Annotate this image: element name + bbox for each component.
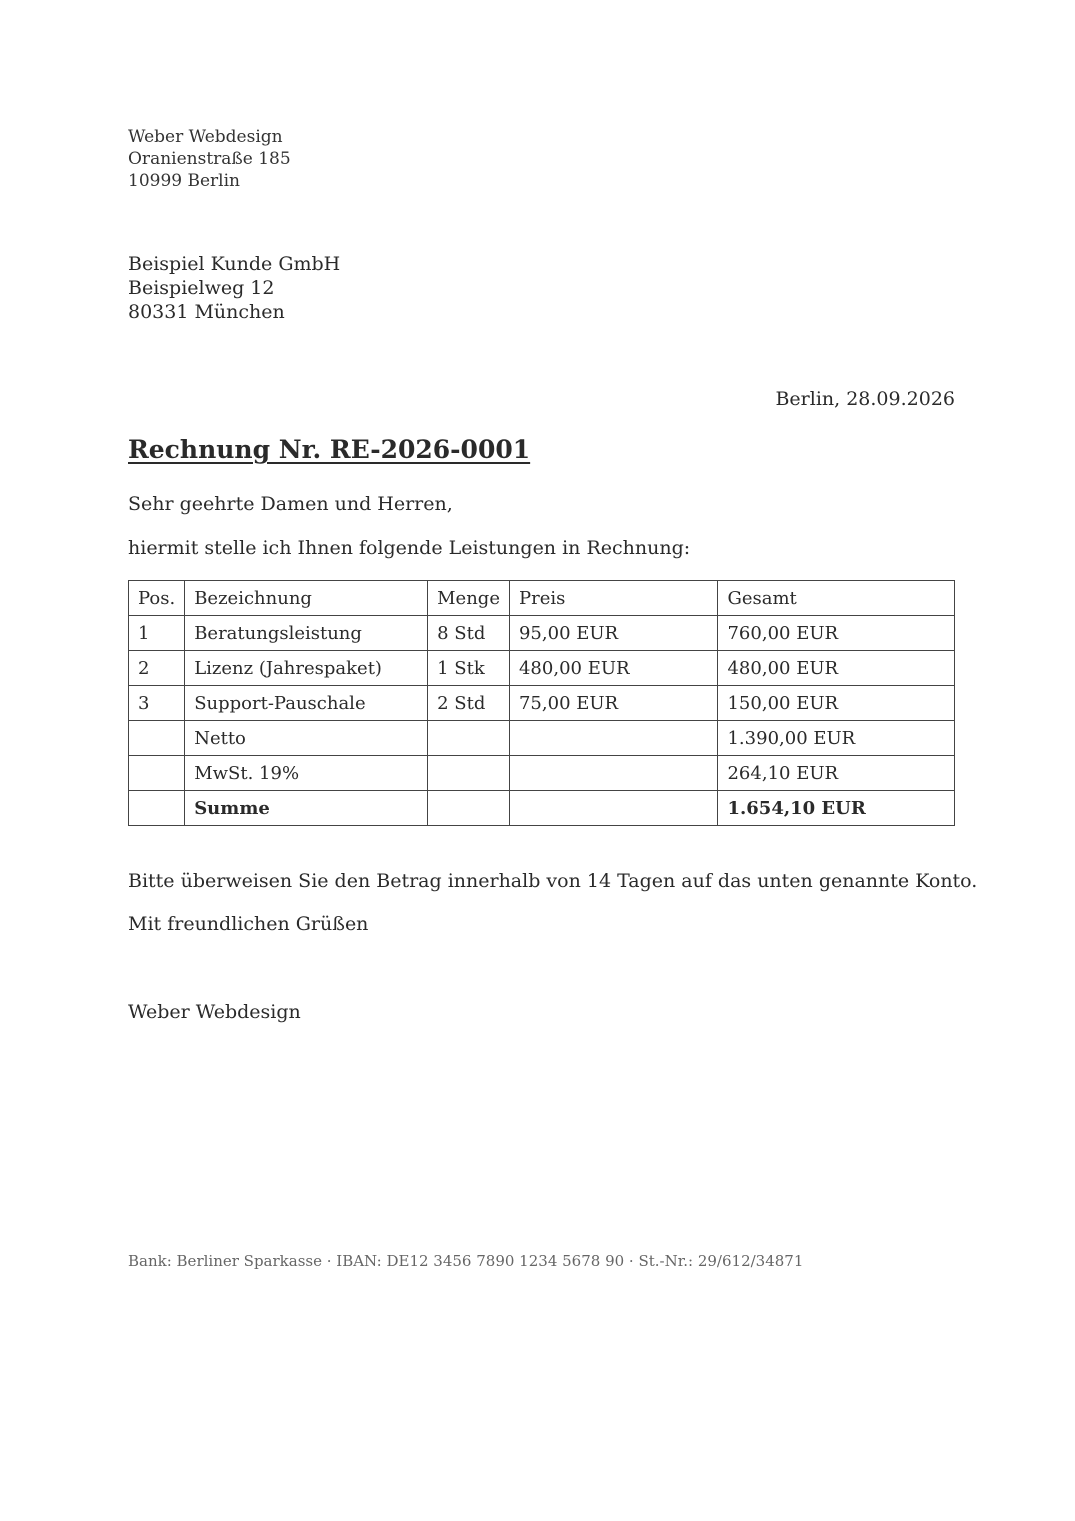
greeting: Sehr geehrte Damen und Herren, — [128, 493, 453, 515]
cell-empty — [428, 791, 510, 826]
cell-empty — [428, 721, 510, 756]
sender-name: Weber Webdesign — [128, 127, 283, 147]
cell-empty — [129, 791, 185, 826]
cell-bezeichnung: Support-Pauschale — [185, 686, 428, 721]
invoice-date: Berlin, 28.09.2026 — [775, 388, 955, 410]
cell-menge: 1 Stk — [428, 651, 510, 686]
cell-empty — [129, 721, 185, 756]
recipient-name: Beispiel Kunde GmbH — [128, 253, 341, 275]
payment-note: Bitte überweisen Sie den Betrag innerhalb von 14 Tagen auf das unten genannte Konto. — [128, 870, 978, 892]
table-header-row — [129, 581, 955, 616]
cell-gesamt: 480,00 EUR — [718, 651, 955, 686]
header-preis: Preis — [509, 581, 718, 616]
mwst-row — [129, 756, 955, 791]
recipient-street: Beispielweg 12 — [128, 277, 275, 299]
intro-text: hiermit stelle ich Ihnen folgende Leistungen in Rechnung: — [128, 537, 691, 559]
cell-preis: 95,00 EUR — [509, 616, 718, 651]
cell-empty — [129, 756, 185, 791]
summe-label: Summe — [185, 791, 428, 826]
cell-menge: 8 Std — [428, 616, 510, 651]
cell-preis: 75,00 EUR — [509, 686, 718, 721]
closing: Mit freundlichen Grüßen — [128, 913, 369, 935]
netto-label: Netto — [185, 721, 428, 756]
netto-row — [129, 721, 955, 756]
cell-pos: 3 — [129, 686, 185, 721]
cell-pos: 1 — [129, 616, 185, 651]
cell-bezeichnung: Beratungsleistung — [185, 616, 428, 651]
header-bezeichnung: Bezeichnung — [185, 581, 428, 616]
recipient-address — [128, 252, 340, 324]
cell-gesamt: 150,00 EUR — [718, 686, 955, 721]
cell-empty — [509, 756, 718, 791]
summe-value: 1.654,10 EUR — [718, 791, 955, 826]
sender-street: Oranienstraße 185 — [128, 149, 291, 169]
sender-city: 10999 Berlin — [128, 171, 240, 191]
recipient-city: 80331 München — [128, 301, 285, 323]
header-gesamt: Gesamt — [718, 581, 955, 616]
bank-footer: Bank: Berliner Sparkasse · IBAN: DE12 3456 7890 1234 5678 90 · St.-Nr.: 29/612/34871 — [128, 1252, 804, 1270]
cell-empty — [509, 791, 718, 826]
header-menge: Menge — [428, 581, 510, 616]
cell-empty — [428, 756, 510, 791]
header-pos: Pos. — [129, 581, 185, 616]
sender-address — [128, 126, 291, 192]
cell-menge: 2 Std — [428, 686, 510, 721]
cell-bezeichnung: Lizenz (Jahrespaket) — [185, 651, 428, 686]
invoice-title: Rechnung Nr. RE-2026-0001 — [128, 435, 531, 464]
table-row — [129, 686, 955, 721]
invoice-items-table — [128, 580, 955, 826]
mwst-value: 264,10 EUR — [718, 756, 955, 791]
cell-gesamt: 760,00 EUR — [718, 616, 955, 651]
cell-empty — [509, 721, 718, 756]
table-row — [129, 616, 955, 651]
netto-value: 1.390,00 EUR — [718, 721, 955, 756]
signature: Weber Webdesign — [128, 1001, 301, 1023]
summe-row — [129, 791, 955, 826]
cell-pos: 2 — [129, 651, 185, 686]
table-row — [129, 651, 955, 686]
mwst-label: MwSt. 19% — [185, 756, 428, 791]
cell-preis: 480,00 EUR — [509, 651, 718, 686]
